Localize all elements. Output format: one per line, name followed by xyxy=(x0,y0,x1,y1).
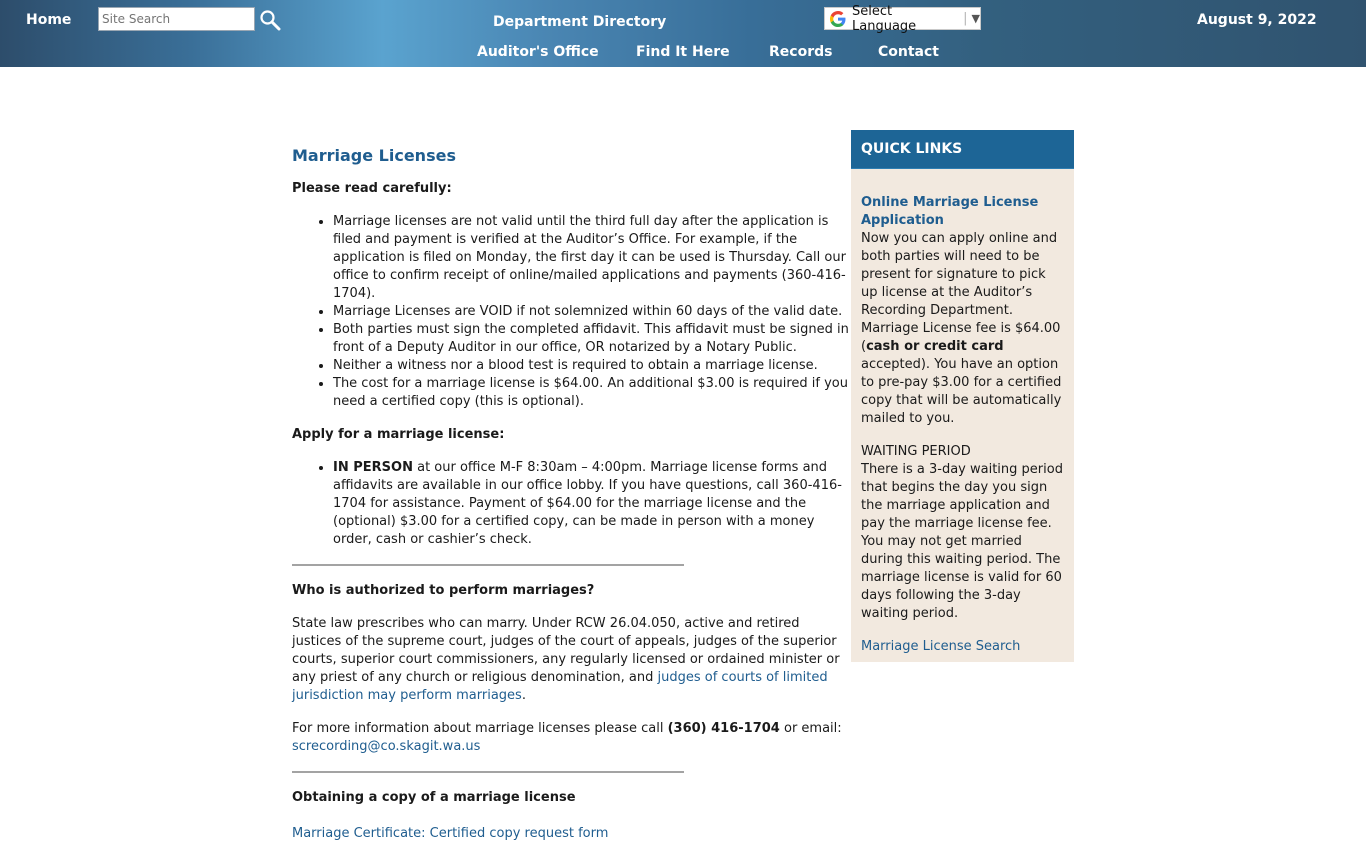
google-g-icon xyxy=(829,10,847,28)
rules-list xyxy=(292,213,852,411)
online-application-link[interactable]: Online Marriage License Application xyxy=(861,195,1039,228)
list-item: • Neither a witness nor a blood test is required to obtain a marriage license. xyxy=(333,357,852,375)
site-search-input[interactable] xyxy=(98,7,255,31)
apply-heading: Apply for a marriage license: xyxy=(292,427,505,442)
list-item: • Marriage Licenses are VOID if not solemnized within 60 days of the valid date. xyxy=(333,303,852,321)
authorized-text: State law prescribes who can marry. Under RCW 26.04.050, active and retired justices of the supreme court, judges of the court of appeals, judges of the superior courts, superior court commissioners, any regularly licensed or ordained minister or any priest of any church or religious denomination, and xyxy=(292,616,840,685)
nav-records[interactable]: Records xyxy=(769,44,833,60)
department-directory-link[interactable]: Department Directory xyxy=(493,14,667,30)
quick-links-panel xyxy=(851,130,1074,662)
limited-jurisdiction-link[interactable]: judges of courts of limited jurisdiction may perform marriages xyxy=(292,670,828,703)
page-title: Marriage Licenses xyxy=(292,146,456,165)
list-item: • The cost for a marriage license is $64.00. An additional $3.00 is required if you need a certified copy (this is optional). xyxy=(333,375,852,411)
in-person-label: IN PERSON xyxy=(333,460,413,475)
authorized-heading: Who is authorized to perform marriages? xyxy=(292,583,595,598)
language-select[interactable] xyxy=(824,3,981,34)
waiting-period-block xyxy=(861,443,1064,623)
nav-find-it-here[interactable]: Find It Here xyxy=(636,44,730,60)
nav-auditors-office[interactable]: Auditor's Office xyxy=(477,44,599,60)
license-search-link[interactable]: Marriage License Search xyxy=(861,639,1021,654)
authorized-end: . xyxy=(521,688,526,703)
or-email-text: or email: xyxy=(779,721,842,736)
quick-links-body xyxy=(851,169,1074,656)
select-language-label: Select Language xyxy=(852,3,917,34)
in-person-text: at our office M-F 8:30am – 4:00pm. Marriage license forms and affidavits are available in our office lobby. If you have questions, call 360-416-1704 for assistance. Payment of $64.00 for the marriage license and the (optional) $3.00 for a certified copy, can be made in person with a money order, cash or cashier’s check. xyxy=(333,460,842,547)
divider xyxy=(292,771,684,773)
read-carefully-heading: Please read carefully: xyxy=(292,181,452,196)
waiting-period-text: There is a 3-day waiting period that begins the day you sign the marriage application and pay the marriage license fee. You may not get married during this waiting period. The marriage license is valid for 60 days following the 3-day waiting period. xyxy=(861,462,1063,621)
fee-text-1: Marriage License fee is $64.00 ( xyxy=(861,321,1061,354)
certificate-request-link[interactable]: Marriage Certificate: Certified copy request form xyxy=(292,826,609,841)
copy-heading: Obtaining a copy of a marriage license xyxy=(292,790,576,805)
phone-number: (360) 416-1704 xyxy=(667,721,780,736)
fee-bold: cash or credit card xyxy=(866,339,1004,354)
divider: | xyxy=(963,11,968,26)
search-icon[interactable] xyxy=(259,9,281,31)
quick-links-heading: QUICK LINKS xyxy=(851,130,1074,169)
apply-list xyxy=(292,459,852,549)
main-content xyxy=(292,146,852,858)
email-link[interactable]: screcording@co.skagit.wa.us xyxy=(292,739,481,754)
site-header xyxy=(0,0,1366,67)
waiting-period-heading: WAITING PERIOD xyxy=(861,444,971,459)
more-info-text: For more information about marriage licenses please call xyxy=(292,721,668,736)
triangle-down-icon: ▼ xyxy=(971,12,980,25)
home-link[interactable]: Home xyxy=(26,12,72,28)
current-date: August 9, 2022 xyxy=(1197,12,1317,28)
list-item: • Marriage licenses are not valid until the third full day after the application is filed and payment is verified at the Auditor’s Office. For example, if the application is filed on Monday, the first day it can be used is Thursday. Call our office to confirm receipt of online/mailed applications and payments (360-416-1704). xyxy=(333,213,852,303)
license-search-block xyxy=(861,638,1064,656)
list-item: • Both parties must sign the completed affidavit. This affidavit must be signed in front of a Deputy Auditor in our office, OR notarized by a Notary Public. xyxy=(333,321,852,357)
authorized-paragraph xyxy=(292,615,852,705)
online-application-block xyxy=(861,194,1064,428)
fee-text-2: accepted). You have an option to pre-pay $3.00 for a certified copy that will be automatically mailed to you. xyxy=(861,357,1062,426)
more-info-paragraph xyxy=(292,720,852,756)
certificate-paragraph xyxy=(292,825,852,843)
divider xyxy=(292,564,684,566)
nav-contact[interactable]: Contact xyxy=(878,44,939,60)
online-application-text: Now you can apply online and both parties will need to be present for signature to pick up license at the Auditor’s Recording Department. xyxy=(861,231,1058,318)
list-item xyxy=(333,459,852,549)
